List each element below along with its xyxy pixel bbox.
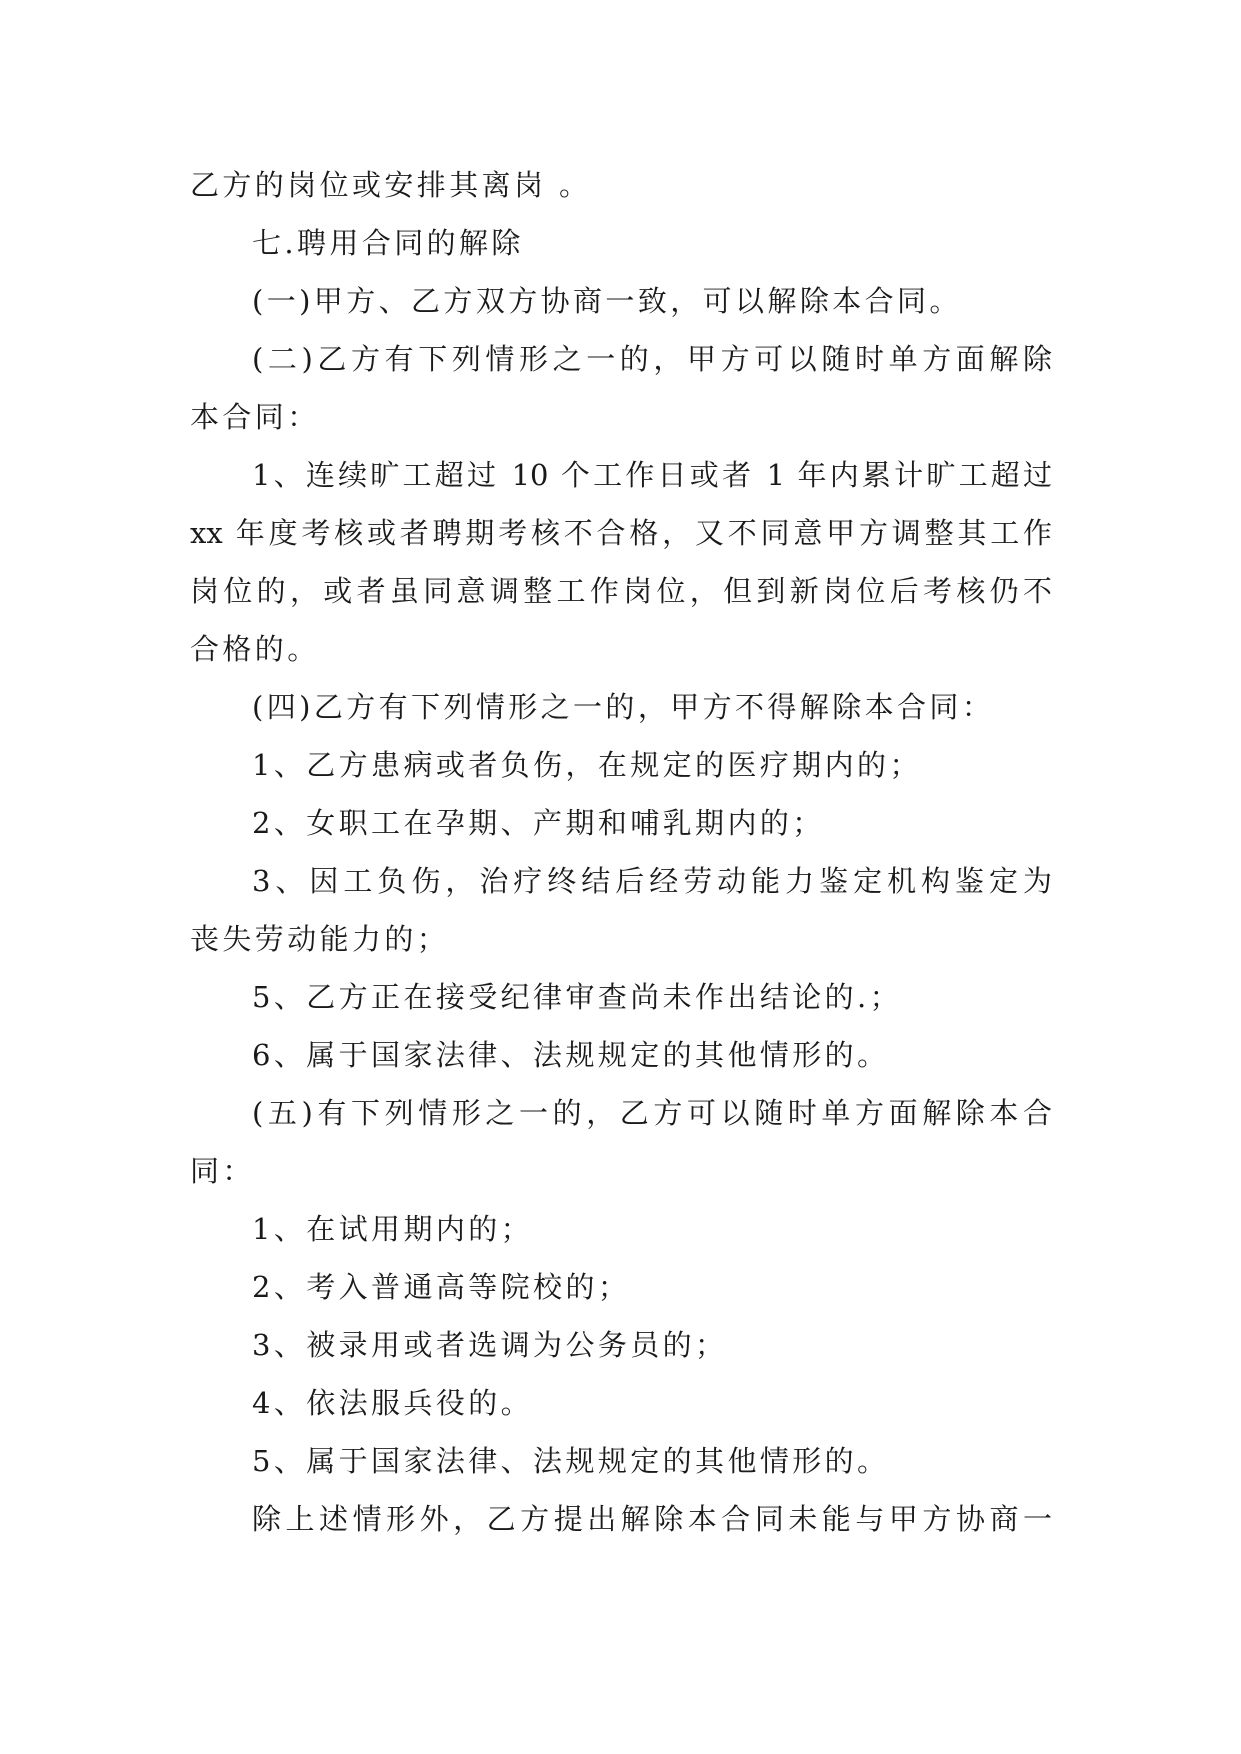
text-line: 同： <box>190 1154 255 1188</box>
text-line: 5、乙方正在接受纪律审查尚未作出结论的.； <box>252 980 903 1014</box>
text-line: 合格的。 <box>190 632 320 666</box>
text-line: 本合同： <box>190 400 320 434</box>
text-line: 丧失劳动能力的； <box>190 922 450 956</box>
text-line: 1、乙方患病或者负伤，在规定的医疗期内的； <box>252 748 922 782</box>
text-line: 乙方的岗位或安排其离岗 。 <box>190 168 592 202</box>
text-line: (五)有下列情形之一的，乙方可以随时单方面解除本合 <box>252 1096 1052 1130</box>
text-line: xx 年度考核或者聘期考核不合格，又不同意甲方调整其工作 <box>190 516 1052 550</box>
text-line: 2、女职工在孕期、产期和哺乳期内的； <box>252 806 825 840</box>
text-line: 七.聘用合同的解除 <box>252 226 524 260</box>
text-line: 1、在试用期内的； <box>252 1212 534 1246</box>
text-line: (四)乙方有下列情形之一的，甲方不得解除本合同： <box>252 690 995 724</box>
text-line: 3、被录用或者选调为公务员的； <box>252 1328 728 1362</box>
text-line: 4、依法服兵役的。 <box>252 1386 534 1420</box>
text-line: (一)甲方、乙方双方协商一致，可以解除本合同。 <box>252 284 962 318</box>
text-line: 除上述情形外，乙方提出解除本合同未能与甲方协商一 <box>252 1502 1052 1536</box>
text-line: 岗位的，或者虽同意调整工作岗位，但到新岗位后考核仍不 <box>190 574 1052 608</box>
text-line: 6、属于国家法律、法规规定的其他情形的。 <box>252 1038 890 1072</box>
text-line: 2、考入普通高等院校的； <box>252 1270 631 1304</box>
text-line: (二)乙方有下列情形之一的，甲方可以随时单方面解除 <box>252 342 1052 376</box>
text-line: 1、连续旷工超过 10 个工作日或者 1 年内累计旷工超过 <box>252 458 1052 492</box>
text-line: 5、属于国家法律、法规规定的其他情形的。 <box>252 1444 890 1478</box>
text-line: 3、因工负伤，治疗终结后经劳动能力鉴定机构鉴定为 <box>252 864 1052 898</box>
document-body <box>190 156 1052 1548</box>
